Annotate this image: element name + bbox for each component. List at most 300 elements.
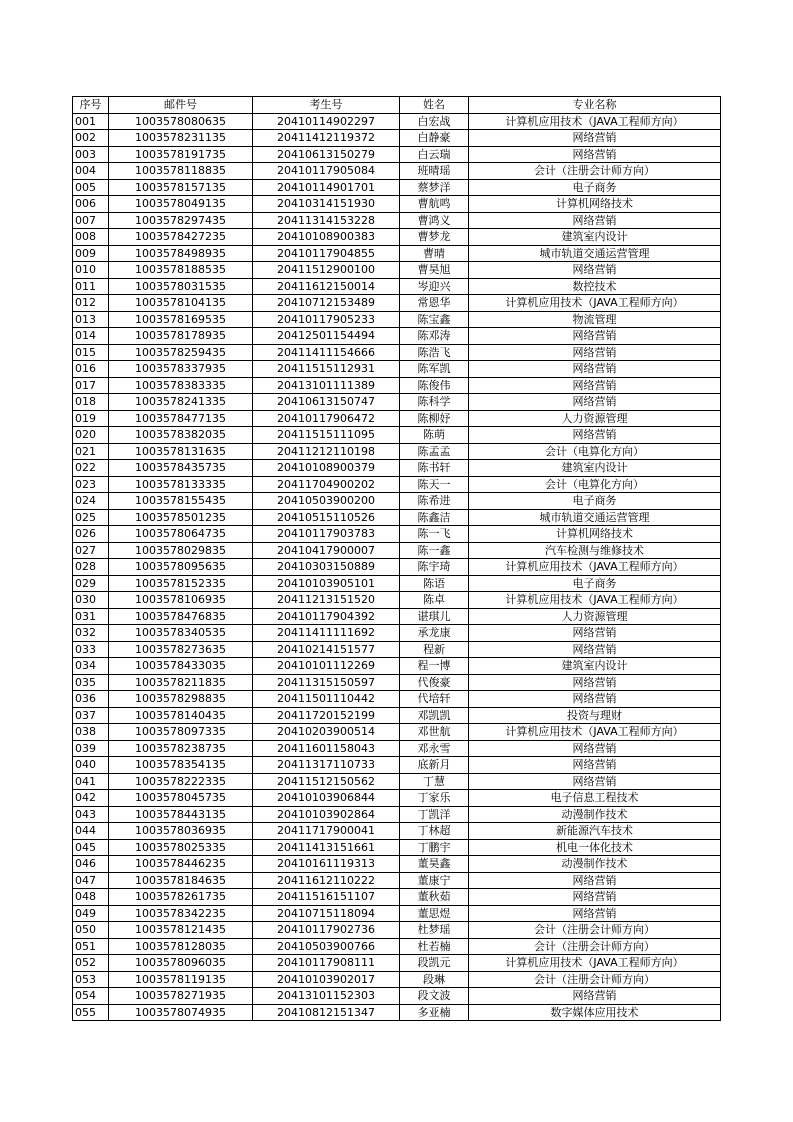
cell-seq: 043 — [73, 806, 109, 823]
cell-exam-number: 20410114902297 — [253, 113, 400, 130]
cell-mail-number: 1003578433035 — [109, 658, 253, 675]
cell-major: 汽车检测与维修技术 — [469, 542, 721, 559]
cell-seq: 018 — [73, 394, 109, 411]
cell-name: 班晴瑶 — [400, 163, 469, 180]
cell-seq: 029 — [73, 575, 109, 592]
cell-exam-number: 20410114901701 — [253, 179, 400, 196]
cell-seq: 009 — [73, 245, 109, 262]
cell-seq: 023 — [73, 476, 109, 493]
cell-mail-number: 1003578382035 — [109, 427, 253, 444]
cell-mail-number: 1003578045735 — [109, 790, 253, 807]
cell-name: 陈宇琦 — [400, 559, 469, 576]
cell-seq: 036 — [73, 691, 109, 708]
table-row — [73, 460, 721, 477]
cell-seq: 051 — [73, 938, 109, 955]
cell-name: 白宏战 — [400, 113, 469, 130]
cell-mail-number: 1003578119135 — [109, 971, 253, 988]
cell-exam-number: 20411612110222 — [253, 872, 400, 889]
cell-major: 计算机应用技术（JAVA工程师方向） — [469, 295, 721, 312]
cell-seq: 012 — [73, 295, 109, 312]
table-row — [73, 212, 721, 229]
cell-seq: 039 — [73, 740, 109, 757]
cell-exam-number: 20411317110733 — [253, 757, 400, 774]
cell-major: 会计（注册会计师方向） — [469, 971, 721, 988]
cell-exam-number: 20410108900383 — [253, 229, 400, 246]
table-row — [73, 262, 721, 279]
table-row — [73, 971, 721, 988]
table-row — [73, 905, 721, 922]
cell-exam-number: 20410117908111 — [253, 955, 400, 972]
cell-name: 曹航鸣 — [400, 196, 469, 213]
cell-seq: 047 — [73, 872, 109, 889]
table-row — [73, 575, 721, 592]
cell-exam-number: 20410303150889 — [253, 559, 400, 576]
cell-major: 动漫制作技术 — [469, 856, 721, 873]
cell-major: 网络营销 — [469, 674, 721, 691]
cell-major: 会计（注册会计师方向） — [469, 163, 721, 180]
cell-seq: 045 — [73, 839, 109, 856]
cell-mail-number: 1003578140435 — [109, 707, 253, 724]
cell-major: 会计（电算化方向） — [469, 443, 721, 460]
cell-mail-number: 1003578261735 — [109, 889, 253, 906]
cell-mail-number: 1003578064735 — [109, 526, 253, 543]
table-row — [73, 394, 721, 411]
cell-seq: 021 — [73, 443, 109, 460]
cell-exam-number: 20413101111389 — [253, 377, 400, 394]
cell-major: 城市轨道交通运营管理 — [469, 509, 721, 526]
cell-seq: 040 — [73, 757, 109, 774]
cell-exam-number: 20411512900100 — [253, 262, 400, 279]
table-row — [73, 377, 721, 394]
table-row — [73, 1004, 721, 1021]
cell-mail-number: 1003578074935 — [109, 1004, 253, 1021]
cell-mail-number: 1003578152335 — [109, 575, 253, 592]
cell-seq: 007 — [73, 212, 109, 229]
cell-major: 计算机网络技术 — [469, 196, 721, 213]
cell-mail-number: 1003578337935 — [109, 361, 253, 378]
cell-major: 数控技术 — [469, 278, 721, 295]
table-row — [73, 674, 721, 691]
cell-name: 陈科学 — [400, 394, 469, 411]
cell-mail-number: 1003578036935 — [109, 823, 253, 840]
cell-name: 陈一飞 — [400, 526, 469, 543]
table-row — [73, 922, 721, 939]
cell-mail-number: 1003578118835 — [109, 163, 253, 180]
cell-name: 陈希进 — [400, 493, 469, 510]
cell-major: 数字媒体应用技术 — [469, 1004, 721, 1021]
cell-mail-number: 1003578298835 — [109, 691, 253, 708]
cell-name: 陈孟孟 — [400, 443, 469, 460]
table-row — [73, 757, 721, 774]
table-row — [73, 724, 721, 741]
cell-exam-number: 20411717900041 — [253, 823, 400, 840]
cell-name: 邓世航 — [400, 724, 469, 741]
cell-exam-number: 20410203900514 — [253, 724, 400, 741]
cell-seq: 011 — [73, 278, 109, 295]
roster-sheet — [72, 96, 720, 1021]
cell-seq: 030 — [73, 592, 109, 609]
cell-exam-number: 20410103905101 — [253, 575, 400, 592]
table-row — [73, 146, 721, 163]
cell-major: 网络营销 — [469, 757, 721, 774]
table-row — [73, 113, 721, 130]
cell-major: 网络营销 — [469, 212, 721, 229]
cell-mail-number: 1003578498935 — [109, 245, 253, 262]
cell-exam-number: 20410117904855 — [253, 245, 400, 262]
cell-major: 计算机应用技术（JAVA工程师方向） — [469, 113, 721, 130]
header-seq: 序号 — [73, 97, 109, 114]
cell-exam-number: 20411516151107 — [253, 889, 400, 906]
cell-name: 段凯元 — [400, 955, 469, 972]
cell-name: 丁凯洋 — [400, 806, 469, 823]
cell-name: 多亚楠 — [400, 1004, 469, 1021]
cell-mail-number: 1003578029835 — [109, 542, 253, 559]
cell-name: 董秋茹 — [400, 889, 469, 906]
cell-major: 网络营销 — [469, 641, 721, 658]
table-row — [73, 361, 721, 378]
table-row — [73, 938, 721, 955]
cell-exam-number: 20410613150747 — [253, 394, 400, 411]
cell-major: 投资与理财 — [469, 707, 721, 724]
table-row — [73, 196, 721, 213]
cell-seq: 017 — [73, 377, 109, 394]
cell-name: 程一博 — [400, 658, 469, 675]
cell-seq: 054 — [73, 988, 109, 1005]
cell-major: 计算机应用技术（JAVA工程师方向） — [469, 724, 721, 741]
cell-mail-number: 1003578188535 — [109, 262, 253, 279]
cell-name: 董思煜 — [400, 905, 469, 922]
cell-exam-number: 20411411111692 — [253, 625, 400, 642]
cell-exam-number: 20410103902864 — [253, 806, 400, 823]
table-row — [73, 344, 721, 361]
table-row — [73, 542, 721, 559]
cell-major: 网络营销 — [469, 344, 721, 361]
cell-exam-number: 20411412119372 — [253, 130, 400, 147]
cell-name: 陈宝鑫 — [400, 311, 469, 328]
cell-exam-number: 20411512150562 — [253, 773, 400, 790]
cell-mail-number: 1003578435735 — [109, 460, 253, 477]
table-row — [73, 658, 721, 675]
cell-mail-number: 1003578184635 — [109, 872, 253, 889]
cell-major: 计算机应用技术（JAVA工程师方向） — [469, 559, 721, 576]
cell-name: 曹晴 — [400, 245, 469, 262]
cell-exam-number: 20411704900202 — [253, 476, 400, 493]
table-row — [73, 559, 721, 576]
cell-name: 代培轩 — [400, 691, 469, 708]
cell-exam-number: 20410108900379 — [253, 460, 400, 477]
cell-seq: 013 — [73, 311, 109, 328]
cell-major: 城市轨道交通运营管理 — [469, 245, 721, 262]
cell-seq: 052 — [73, 955, 109, 972]
table-row — [73, 806, 721, 823]
cell-exam-number: 20411314153228 — [253, 212, 400, 229]
cell-major: 网络营销 — [469, 872, 721, 889]
cell-mail-number: 1003578128035 — [109, 938, 253, 955]
cell-seq: 050 — [73, 922, 109, 939]
cell-major: 网络营销 — [469, 146, 721, 163]
table-row — [73, 625, 721, 642]
cell-mail-number: 1003578477135 — [109, 410, 253, 427]
table-row — [73, 229, 721, 246]
cell-exam-number: 20410117906472 — [253, 410, 400, 427]
cell-major: 会计（注册会计师方向） — [469, 938, 721, 955]
cell-major: 电子商务 — [469, 493, 721, 510]
cell-major: 网络营销 — [469, 130, 721, 147]
cell-seq: 008 — [73, 229, 109, 246]
cell-major: 计算机应用技术（JAVA工程师方向） — [469, 592, 721, 609]
table-row — [73, 773, 721, 790]
cell-mail-number: 1003578169535 — [109, 311, 253, 328]
table-row — [73, 179, 721, 196]
cell-exam-number: 20410103906844 — [253, 790, 400, 807]
cell-name: 陈军凯 — [400, 361, 469, 378]
cell-seq: 055 — [73, 1004, 109, 1021]
cell-exam-number: 20410117902736 — [253, 922, 400, 939]
cell-major: 网络营销 — [469, 988, 721, 1005]
cell-mail-number: 1003578097335 — [109, 724, 253, 741]
cell-major: 网络营销 — [469, 262, 721, 279]
cell-name: 代俊豪 — [400, 674, 469, 691]
cell-seq: 042 — [73, 790, 109, 807]
cell-name: 邓永雪 — [400, 740, 469, 757]
table-row — [73, 707, 721, 724]
cell-name: 陈一鑫 — [400, 542, 469, 559]
cell-name: 段文波 — [400, 988, 469, 1005]
cell-seq: 024 — [73, 493, 109, 510]
cell-major: 网络营销 — [469, 377, 721, 394]
cell-name: 岑迎兴 — [400, 278, 469, 295]
cell-seq: 010 — [73, 262, 109, 279]
cell-exam-number: 20411315150597 — [253, 674, 400, 691]
table-row — [73, 493, 721, 510]
cell-exam-number: 20410117903783 — [253, 526, 400, 543]
cell-seq: 041 — [73, 773, 109, 790]
cell-name: 曹梦龙 — [400, 229, 469, 246]
cell-exam-number: 20410117904392 — [253, 608, 400, 625]
header-exam-number: 考生号 — [253, 97, 400, 114]
cell-mail-number: 1003578133335 — [109, 476, 253, 493]
cell-seq: 031 — [73, 608, 109, 625]
cell-major: 网络营销 — [469, 427, 721, 444]
cell-name: 底新月 — [400, 757, 469, 774]
cell-seq: 027 — [73, 542, 109, 559]
cell-exam-number: 20410103902017 — [253, 971, 400, 988]
cell-major: 网络营销 — [469, 740, 721, 757]
cell-major: 网络营销 — [469, 691, 721, 708]
cell-name: 丁慧 — [400, 773, 469, 790]
cell-major: 网络营销 — [469, 889, 721, 906]
cell-seq: 006 — [73, 196, 109, 213]
cell-exam-number: 20411411154666 — [253, 344, 400, 361]
cell-major: 计算机网络技术 — [469, 526, 721, 543]
cell-mail-number: 1003578095635 — [109, 559, 253, 576]
cell-major: 电子商务 — [469, 575, 721, 592]
cell-exam-number: 20410503900200 — [253, 493, 400, 510]
cell-exam-number: 20410417900007 — [253, 542, 400, 559]
cell-mail-number: 1003578342235 — [109, 905, 253, 922]
table-row — [73, 130, 721, 147]
header-mail-number: 邮件号 — [109, 97, 253, 114]
cell-name: 程新 — [400, 641, 469, 658]
cell-seq: 048 — [73, 889, 109, 906]
cell-major: 物流管理 — [469, 311, 721, 328]
cell-major: 网络营销 — [469, 625, 721, 642]
cell-major: 电子信息工程技术 — [469, 790, 721, 807]
table-row — [73, 592, 721, 609]
cell-seq: 003 — [73, 146, 109, 163]
cell-name: 陈卓 — [400, 592, 469, 609]
cell-name: 谌琪儿 — [400, 608, 469, 625]
cell-exam-number: 20411413151661 — [253, 839, 400, 856]
cell-mail-number: 1003578211835 — [109, 674, 253, 691]
table-row — [73, 641, 721, 658]
cell-name: 董昊鑫 — [400, 856, 469, 873]
cell-name: 丁林超 — [400, 823, 469, 840]
cell-seq: 038 — [73, 724, 109, 741]
table-row — [73, 955, 721, 972]
cell-name: 陈俊伟 — [400, 377, 469, 394]
cell-name: 邓凯凯 — [400, 707, 469, 724]
cell-exam-number: 20410712153489 — [253, 295, 400, 312]
table-row — [73, 295, 721, 312]
cell-major: 人力资源管理 — [469, 410, 721, 427]
cell-mail-number: 1003578080635 — [109, 113, 253, 130]
cell-major: 建筑室内设计 — [469, 658, 721, 675]
cell-exam-number: 20411612150014 — [253, 278, 400, 295]
cell-mail-number: 1003578131635 — [109, 443, 253, 460]
cell-mail-number: 1003578501235 — [109, 509, 253, 526]
cell-mail-number: 1003578271935 — [109, 988, 253, 1005]
cell-name: 杜梦瑶 — [400, 922, 469, 939]
cell-seq: 022 — [73, 460, 109, 477]
cell-mail-number: 1003578259435 — [109, 344, 253, 361]
cell-seq: 020 — [73, 427, 109, 444]
cell-mail-number: 1003578049135 — [109, 196, 253, 213]
cell-exam-number: 20411501110442 — [253, 691, 400, 708]
cell-exam-number: 20410214151577 — [253, 641, 400, 658]
cell-mail-number: 1003578191735 — [109, 146, 253, 163]
cell-seq: 014 — [73, 328, 109, 345]
table-row — [73, 691, 721, 708]
cell-major: 计算机应用技术（JAVA工程师方向） — [469, 955, 721, 972]
cell-seq: 035 — [73, 674, 109, 691]
table-row — [73, 872, 721, 889]
cell-name: 丁家乐 — [400, 790, 469, 807]
cell-exam-number: 20410503900766 — [253, 938, 400, 955]
cell-seq: 049 — [73, 905, 109, 922]
cell-mail-number: 1003578031535 — [109, 278, 253, 295]
cell-name: 蔡梦洋 — [400, 179, 469, 196]
cell-major: 网络营销 — [469, 905, 721, 922]
cell-seq: 001 — [73, 113, 109, 130]
cell-name: 承龙康 — [400, 625, 469, 642]
cell-name: 常恩华 — [400, 295, 469, 312]
table-row — [73, 427, 721, 444]
table-row — [73, 476, 721, 493]
table-row — [73, 410, 721, 427]
cell-major: 网络营销 — [469, 328, 721, 345]
cell-mail-number: 1003578241335 — [109, 394, 253, 411]
table-row — [73, 509, 721, 526]
cell-name: 白静豪 — [400, 130, 469, 147]
cell-major: 建筑室内设计 — [469, 229, 721, 246]
cell-name: 段琳 — [400, 971, 469, 988]
cell-mail-number: 1003578178935 — [109, 328, 253, 345]
cell-exam-number: 20411515112931 — [253, 361, 400, 378]
cell-mail-number: 1003578273635 — [109, 641, 253, 658]
cell-seq: 028 — [73, 559, 109, 576]
cell-mail-number: 1003578231135 — [109, 130, 253, 147]
cell-major: 机电一体化技术 — [469, 839, 721, 856]
table-row — [73, 163, 721, 180]
cell-major: 动漫制作技术 — [469, 806, 721, 823]
cell-mail-number: 1003578383335 — [109, 377, 253, 394]
cell-seq: 019 — [73, 410, 109, 427]
cell-mail-number: 1003578222335 — [109, 773, 253, 790]
cell-name: 陈书轩 — [400, 460, 469, 477]
cell-seq: 015 — [73, 344, 109, 361]
cell-name: 曹昊旭 — [400, 262, 469, 279]
cell-mail-number: 1003578446235 — [109, 856, 253, 873]
table-row — [73, 608, 721, 625]
cell-mail-number: 1003578238735 — [109, 740, 253, 757]
cell-seq: 005 — [73, 179, 109, 196]
cell-mail-number: 1003578104135 — [109, 295, 253, 312]
cell-exam-number: 20410161119313 — [253, 856, 400, 873]
table-header-row — [73, 97, 721, 114]
cell-exam-number: 20413101152303 — [253, 988, 400, 1005]
table-row — [73, 790, 721, 807]
table-row — [73, 988, 721, 1005]
table-row — [73, 443, 721, 460]
cell-seq: 044 — [73, 823, 109, 840]
cell-exam-number: 20411720152199 — [253, 707, 400, 724]
cell-exam-number: 20410613150279 — [253, 146, 400, 163]
cell-mail-number: 1003578157135 — [109, 179, 253, 196]
cell-mail-number: 1003578155435 — [109, 493, 253, 510]
table-row — [73, 278, 721, 295]
cell-name: 白云瑞 — [400, 146, 469, 163]
cell-major: 网络营销 — [469, 394, 721, 411]
cell-name: 陈萌 — [400, 427, 469, 444]
cell-exam-number: 20410117905233 — [253, 311, 400, 328]
table-body — [73, 113, 721, 1021]
cell-mail-number: 1003578096035 — [109, 955, 253, 972]
cell-name: 陈语 — [400, 575, 469, 592]
cell-seq: 046 — [73, 856, 109, 873]
cell-seq: 033 — [73, 641, 109, 658]
cell-exam-number: 20411601158043 — [253, 740, 400, 757]
cell-mail-number: 1003578340535 — [109, 625, 253, 642]
cell-seq: 016 — [73, 361, 109, 378]
cell-exam-number: 20411213151520 — [253, 592, 400, 609]
cell-mail-number: 1003578297435 — [109, 212, 253, 229]
cell-seq: 037 — [73, 707, 109, 724]
cell-exam-number: 20410715118094 — [253, 905, 400, 922]
table-row — [73, 839, 721, 856]
cell-major: 会计（注册会计师方向） — [469, 922, 721, 939]
header-major: 专业名称 — [469, 97, 721, 114]
cell-name: 陈浩飞 — [400, 344, 469, 361]
cell-major: 新能源汽车技术 — [469, 823, 721, 840]
cell-seq: 002 — [73, 130, 109, 147]
cell-major: 会计（电算化方向） — [469, 476, 721, 493]
table-row — [73, 328, 721, 345]
cell-exam-number: 20410314151930 — [253, 196, 400, 213]
cell-exam-number: 20410812151347 — [253, 1004, 400, 1021]
table-row — [73, 823, 721, 840]
cell-name: 董康宁 — [400, 872, 469, 889]
